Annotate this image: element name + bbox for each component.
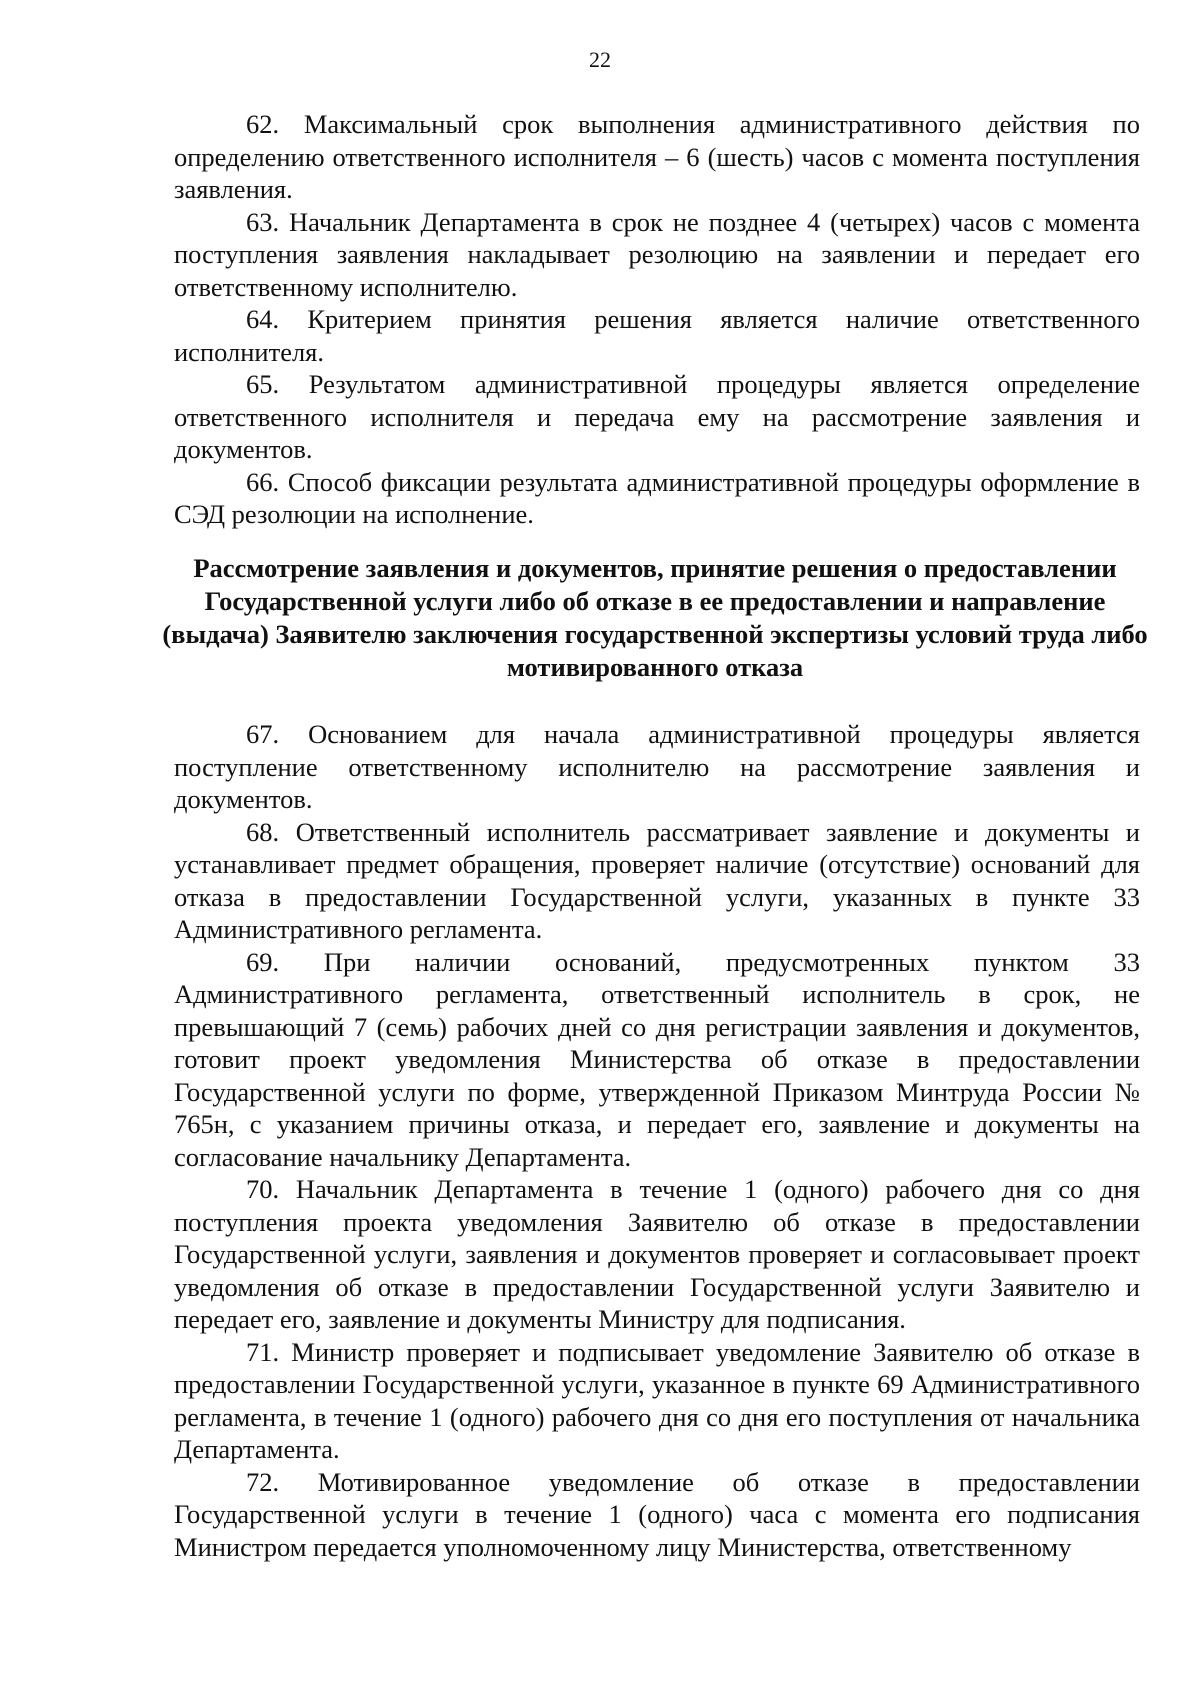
paragraph-68: 68. Ответственный исполнитель рассматривает заявление и документы и устанавливает предмет обращения, проверяет наличие (отсутствие) оснований для отказа в предоставлении Государственной услуги, указанных в пункте 33 Административного регламента.: [174, 816, 1140, 944]
paragraph-65: 65. Результатом административной процедуры является определение ответственного исполнителя и передача ему на рассмотрение заявления и документов.: [174, 369, 1140, 464]
paragraph-63: 63. Начальник Департамента в срок не позднее 4 (четырех) часов с момента поступления заявления накладывает резолюцию на заявлении и передает его ответственному исполнителю.: [174, 206, 1140, 302]
paragraph-72: 72. Мотивированное уведомление об отказе в предоставлении Государственной услуги в течение 1 (одного) часа с момента его подписания Министром передается уполномоченному лицу Министерства, ответственному: [174, 1466, 1140, 1562]
paragraph-67: 67. Основанием для начала административной процедуры является поступление ответственному исполнителю на рассмотрение заявления и документов.: [174, 719, 1140, 814]
paragraph-70: 70. Начальник Департамента в течение 1 (одного) рабочего дня со дня поступления проекта уведомления Заявителю об отказе в предоставлении Государственной услуги, заявления и документов проверяет и согласовывает проект уведомления об отказе в предоставлении Государственной услуги Заявителю и передает его, заявление и документы Министру для подписания.: [174, 1174, 1140, 1334]
paragraph-69: 69. При наличии оснований, предусмотренных пунктом 33 Административного регламента, ответственный исполнитель в срок, не превышающий 7 (семь) рабочих дней со дня регистрации заявления и документов, готовит проект уведомления Министерства об отказе в предоставлении Государственной услуги по форме, утвержденной Приказом Минтруда России № 765н, с указанием причины отказа, и передает его, заявление и документы на согласование начальнику Департамента.: [174, 946, 1140, 1172]
section-heading: Рассмотрение заявления и документов, принятие решения о предоставлении Государственной услуги либо об отказе в ее предоставлении и направление (выдача) Заявителю заключения государственной экспертизы условий труда либо мотивированного отказа: [162, 553, 1148, 682]
paragraph-66: 66. Способ фиксации результата административной процедуры оформление в СЭД резолюции на исполнение.: [174, 466, 1140, 529]
paragraph-group-bottom: [174, 718, 1140, 1563]
page-number: 22: [589, 47, 611, 72]
paragraph-62: 62. Максимальный срок выполнения административного действия по определению ответственного исполнителя – 6 (шесть) часов с момента поступления заявления.: [174, 109, 1140, 204]
paragraph-71: 71. Министр проверяет и подписывает уведомление Заявителю об отказе в предоставлении Государственной услуги, указанное в пункте 69 Административного регламента, в течение 1 (одного) рабочего дня со дня его поступления от начальника Департамента.: [174, 1336, 1140, 1464]
paragraph-64: 64. Критерием принятия решения является наличие ответственного исполнителя.: [174, 304, 1140, 367]
paragraph-group-top: [174, 108, 1140, 531]
